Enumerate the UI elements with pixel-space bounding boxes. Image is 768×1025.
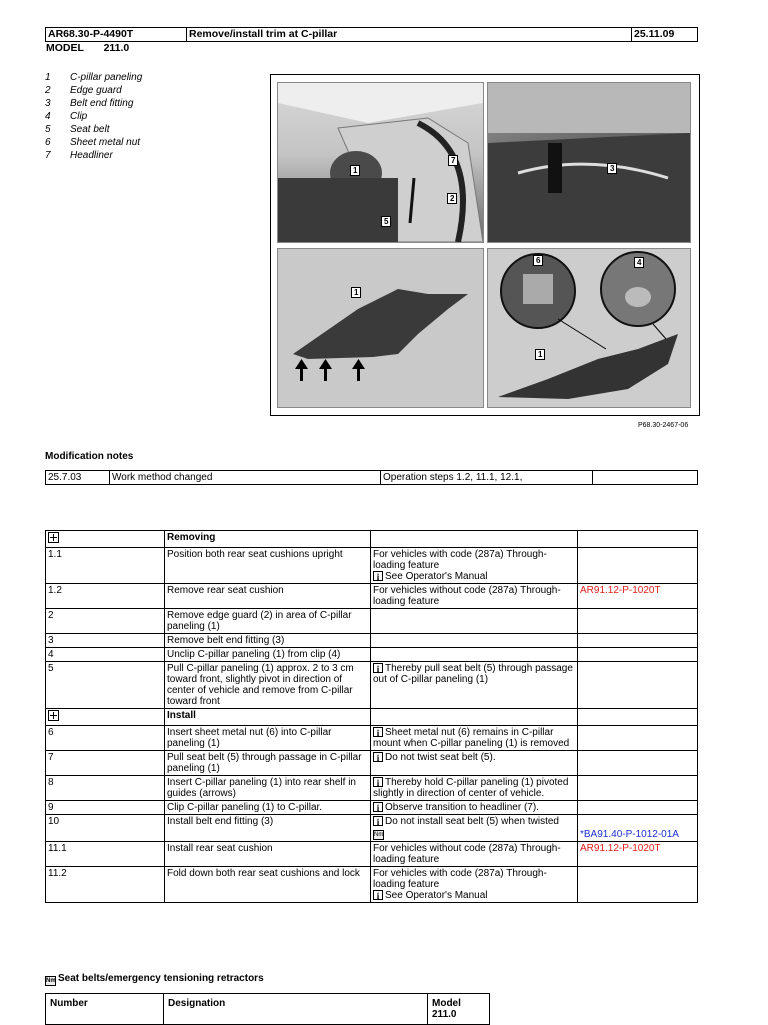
step-row <box>46 634 698 648</box>
photo-nut-and-clip <box>487 248 691 408</box>
legend-item <box>45 111 142 124</box>
legend-item <box>45 124 142 137</box>
step-note <box>371 801 578 815</box>
legend-label: Sheet metal nut <box>70 137 141 148</box>
step-action: Insert C-pillar paneling (1) into rear shelf in guides (arrows) <box>165 776 371 801</box>
callout-1: 1 <box>535 349 545 360</box>
col-designation: Designation <box>164 994 428 1025</box>
note-text: For vehicles without code (287a) Through-loading feature <box>373 843 561 865</box>
reference-link[interactable]: AR91.12-P-1020T <box>580 843 661 854</box>
step-number: 8 <box>46 776 165 801</box>
step-reference <box>578 662 698 709</box>
step-number: 5 <box>46 662 165 709</box>
step-row <box>46 815 698 842</box>
legend-number: 4 <box>45 111 51 122</box>
callout-4: 4 <box>634 257 644 268</box>
figure-caption: P68.30-2467-06 <box>638 422 689 429</box>
doc-title: Remove/install trim at C-pillar <box>187 28 632 42</box>
step-action: Pull C-pillar paneling (1) approx. 2 to 3 cm toward front, slightly pivot in direction of center of vehicle and remove from C-pillar toward front <box>165 662 371 709</box>
callout-2: 2 <box>447 193 457 204</box>
note-info-text: See Operator's Manual <box>385 890 488 901</box>
mod-notes-heading: Modification notes <box>45 451 134 462</box>
step-reference <box>578 634 698 648</box>
legend-number: 3 <box>45 98 51 109</box>
section-label: Removing <box>165 531 371 548</box>
legend-item <box>45 137 142 150</box>
mod-notes-row <box>46 471 698 485</box>
step-action: Pull seat belt (5) through passage in C-pillar paneling (1) <box>165 751 371 776</box>
note-info <box>373 816 575 827</box>
expand-icon <box>48 710 59 721</box>
note-info <box>373 802 575 813</box>
legend-label: Clip <box>70 111 88 122</box>
note-info <box>373 752 575 763</box>
col-number: Number <box>46 994 164 1025</box>
step-number: 6 <box>46 726 165 751</box>
empty-cell <box>578 709 698 726</box>
reference-link[interactable]: *BA91.40-P-1012-01A <box>580 829 679 840</box>
legend-item <box>45 85 142 98</box>
section-install <box>46 709 698 726</box>
torque-icon: Nm <box>46 978 56 984</box>
callout-7: 7 <box>448 155 458 166</box>
callout-5: 5 <box>381 216 391 227</box>
step-row <box>46 776 698 801</box>
note-info-text: Thereby hold C-pillar paneling (1) pivoted slightly in direction of center of vehicle. <box>373 777 569 799</box>
note-info-text: Observe transition to headliner (7). <box>385 802 539 813</box>
legend-item <box>45 72 142 85</box>
step-action: Clip C-pillar paneling (1) to C-pillar. <box>165 801 371 815</box>
legend-label: Headliner <box>70 150 113 161</box>
mod-notes-extra <box>593 471 698 485</box>
step-note <box>371 609 578 634</box>
step-note <box>371 751 578 776</box>
step-reference <box>578 751 698 776</box>
step-reference <box>578 648 698 662</box>
doc-date: 25.11.09 <box>632 28 698 42</box>
note-info <box>373 777 575 799</box>
doc-code: AR68.30-P-4490T <box>46 28 187 42</box>
step-reference <box>578 801 698 815</box>
step-note <box>371 842 578 867</box>
info-icon: i <box>373 752 383 762</box>
note-info-text: Sheet metal nut (6) remains in C-pillar mount when C-pillar paneling (1) is removed <box>373 727 570 749</box>
step-note <box>371 648 578 662</box>
step-number: 1.2 <box>46 584 165 609</box>
note-info <box>373 663 575 685</box>
model-line <box>46 42 129 54</box>
model-label: MODEL <box>46 42 84 54</box>
legend-number: 2 <box>45 85 51 96</box>
note-text: For vehicles without code (287a) Through-loading feature <box>373 585 561 607</box>
step-reference <box>578 548 698 584</box>
step-note <box>371 662 578 709</box>
note-info <box>373 727 575 749</box>
step-number: 10 <box>46 815 165 842</box>
note-text: For vehicles with code (287a) Through-loading feature <box>373 868 547 890</box>
reference-link[interactable]: AR91.12-P-1020T <box>580 585 661 596</box>
info-icon: i <box>373 890 383 900</box>
torque-icon: Nm <box>374 832 384 838</box>
empty-cell <box>578 531 698 548</box>
photo-paneling-part <box>277 248 484 408</box>
steps-table <box>45 530 698 903</box>
step-number: 1.1 <box>46 548 165 584</box>
section-icon-cell <box>46 709 165 726</box>
step-number: 2 <box>46 609 165 634</box>
seatbelts-table <box>45 993 490 1025</box>
legend-item <box>45 98 142 111</box>
step-action: Insert sheet metal nut (6) into C-pillar paneling (1) <box>165 726 371 751</box>
callout-3: 3 <box>607 163 617 174</box>
step-number: 3 <box>46 634 165 648</box>
info-icon: i <box>373 663 383 673</box>
step-number: 7 <box>46 751 165 776</box>
torque-line <box>373 827 575 840</box>
note-info <box>373 571 575 582</box>
mod-notes-note: Work method changed <box>110 471 381 485</box>
step-number: 4 <box>46 648 165 662</box>
step-note <box>371 726 578 751</box>
callout-1: 1 <box>351 287 361 298</box>
legend-number: 5 <box>45 124 51 135</box>
seatbelts-heading-text: Seat belts/emergency tensioning retractors <box>58 973 264 984</box>
callout-1: 1 <box>350 165 360 176</box>
legend-number: 7 <box>45 150 51 161</box>
step-action: Fold down both rear seat cushions and lock <box>165 867 371 903</box>
photo-belt-fitting <box>487 82 691 243</box>
step-number: 11.1 <box>46 842 165 867</box>
info-icon: i <box>373 777 383 787</box>
step-reference <box>578 867 698 903</box>
info-icon: i <box>373 816 383 826</box>
legend-label: Edge guard <box>70 85 122 96</box>
step-number: 11.2 <box>46 867 165 903</box>
step-row <box>46 751 698 776</box>
section-removing <box>46 531 698 548</box>
legend-label: C-pillar paneling <box>70 72 143 83</box>
step-action: Remove edge guard (2) in area of C-pillar paneling (1) <box>165 609 371 634</box>
step-row <box>46 548 698 584</box>
step-reference <box>578 815 698 842</box>
note-text: For vehicles with code (287a) Through-loading feature <box>373 549 547 571</box>
legend-label: Belt end fitting <box>70 98 134 109</box>
callout-6: 6 <box>533 255 543 266</box>
info-icon: i <box>373 802 383 812</box>
mod-notes-ops: Operation steps 1.2, 11.1, 12.1, <box>381 471 593 485</box>
step-row <box>46 726 698 751</box>
legend-label: Seat belt <box>70 124 110 135</box>
step-row <box>46 609 698 634</box>
step-note <box>371 815 578 842</box>
step-action: Remove belt end fitting (3) <box>165 634 371 648</box>
empty-cell <box>371 709 578 726</box>
mod-notes-table <box>45 470 698 485</box>
step-action: Unclip C-pillar paneling (1) from clip (4) <box>165 648 371 662</box>
step-row <box>46 801 698 815</box>
note-info-text: See Operator's Manual <box>385 571 488 582</box>
step-reference <box>578 584 698 609</box>
step-action: Install rear seat cushion <box>165 842 371 867</box>
step-action: Position both rear seat cushions upright <box>165 548 371 584</box>
step-reference <box>578 609 698 634</box>
note-info <box>373 890 575 901</box>
model-value: 211.0 <box>103 42 130 54</box>
step-reference <box>578 842 698 867</box>
legend-number: 1 <box>45 72 51 83</box>
legend-number: 6 <box>45 137 51 148</box>
note-info-text: Thereby pull seat belt (5) through passage out of C-pillar paneling (1) <box>373 663 573 685</box>
header-table <box>45 27 698 42</box>
step-reference <box>578 776 698 801</box>
step-row <box>46 648 698 662</box>
step-note <box>371 867 578 903</box>
step-action: Install belt end fitting (3) <box>165 815 371 842</box>
step-note <box>371 776 578 801</box>
step-reference <box>578 726 698 751</box>
step-note <box>371 584 578 609</box>
seatbelts-heading <box>45 973 264 986</box>
info-icon: i <box>373 727 383 737</box>
section-icon-cell <box>46 531 165 548</box>
section-label: Install <box>165 709 371 726</box>
photo-cpillar-interior <box>277 82 484 243</box>
parts-legend <box>45 72 142 163</box>
note-info-text: Do not twist seat belt (5). <box>385 752 496 763</box>
step-number: 9 <box>46 801 165 815</box>
mod-notes-date: 25.7.03 <box>46 471 110 485</box>
step-note <box>371 634 578 648</box>
col-model: Model 211.0 <box>428 994 490 1025</box>
step-note <box>371 548 578 584</box>
step-row <box>46 842 698 867</box>
figure-frame <box>270 74 700 416</box>
step-row <box>46 584 698 609</box>
step-row <box>46 662 698 709</box>
empty-cell <box>371 531 578 548</box>
step-row <box>46 867 698 903</box>
step-action: Remove rear seat cushion <box>165 584 371 609</box>
info-icon: i <box>373 571 383 581</box>
expand-icon <box>48 532 59 543</box>
note-info-text: Do not install seat belt (5) when twisted <box>385 816 559 827</box>
legend-item <box>45 150 142 163</box>
